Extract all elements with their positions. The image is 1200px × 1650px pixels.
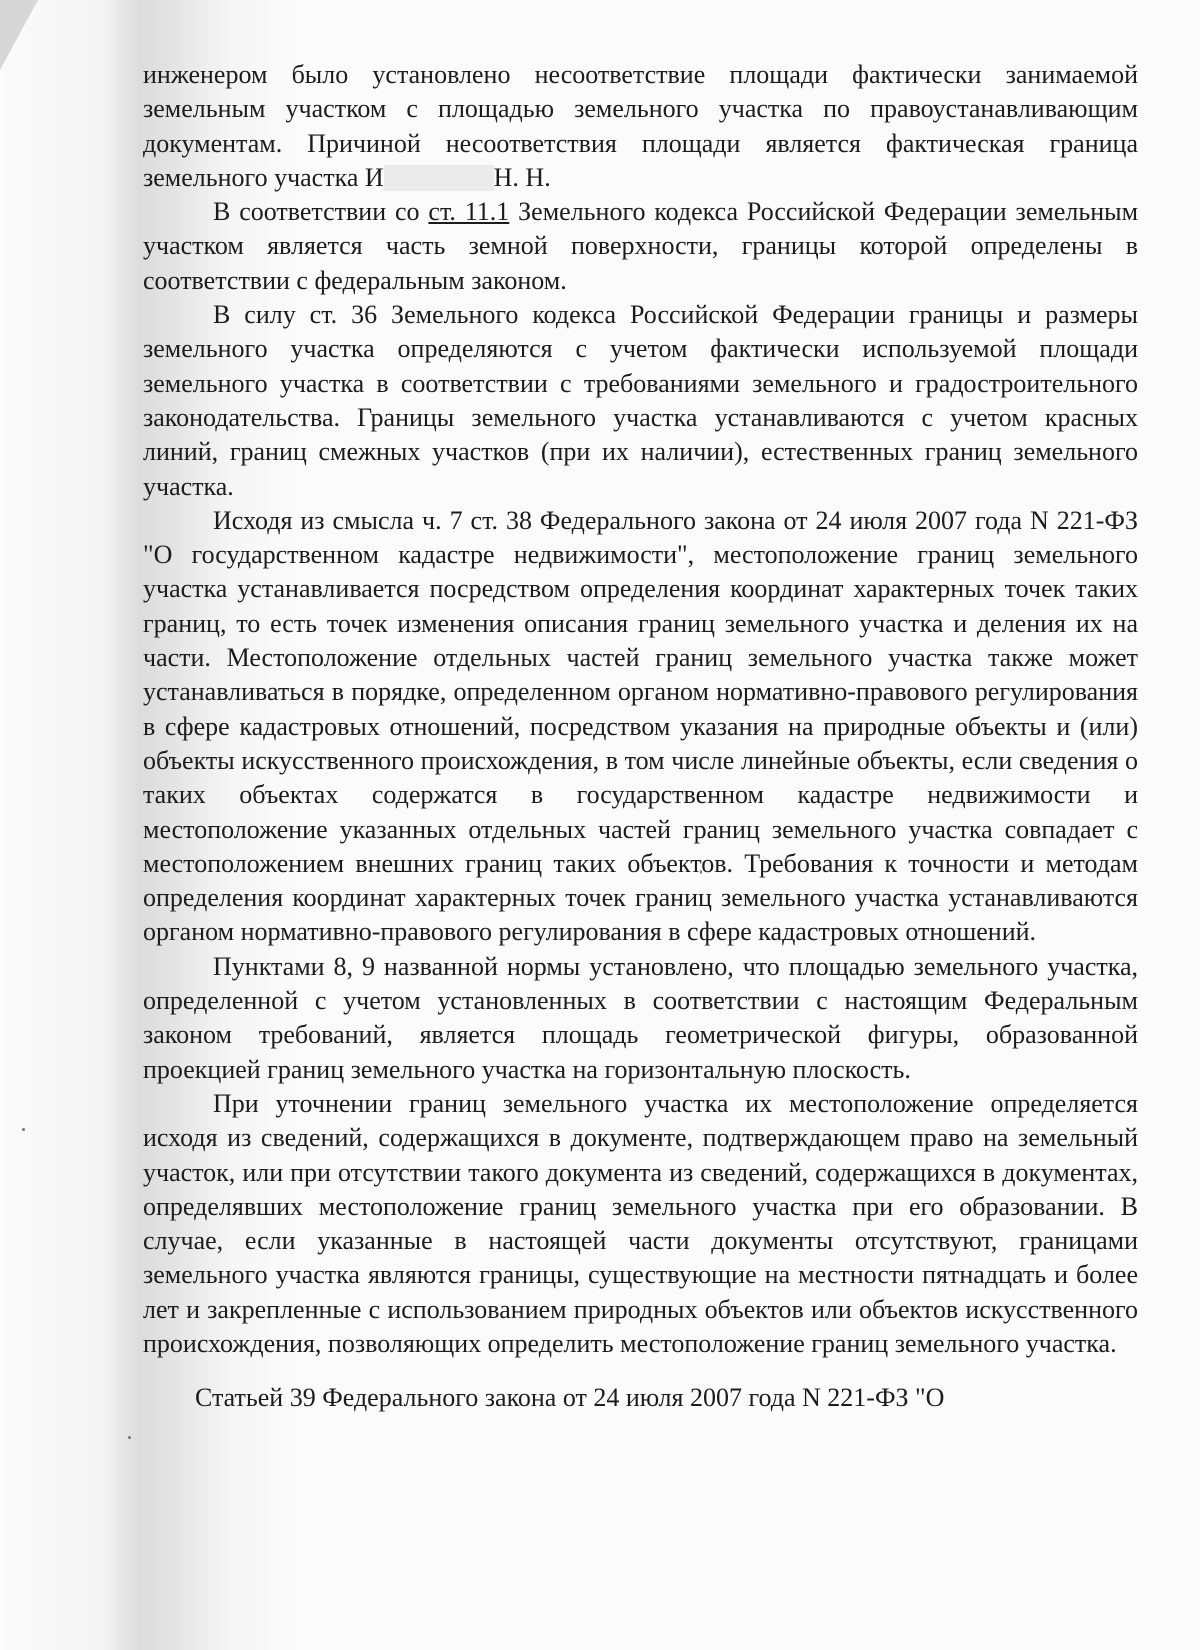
paragraph-1-initials: Н. Н. — [493, 162, 551, 192]
paragraph-3: В силу ст. 36 Земельного кодекса Российской Федерации границы и размеры земельного участка определяются с учетом фактически используемой площади земельного участка в соответствии с требованиями земельного и градостроительного законодательства. Границы земельного участка устанавливаются с учетом красных линий, границ смежных участков (при их наличии), естественных границ земельного участка. — [143, 300, 1138, 501]
article-11-1-link[interactable]: ст. 11.1 — [428, 197, 510, 227]
paragraph-5: Пунктами 8, 9 названной нормы установлено, что площадью земельного участка, определенной с учетом установленных в соответствии с настоящим Федеральным законом требований, является площадь геометрической фигуры, образованной проекцией границ земельного участка на горизонтальную плоскость. — [143, 951, 1138, 1084]
paragraph-1 — [143, 58, 1138, 195]
scan-speck — [128, 1436, 131, 1439]
scan-speck — [22, 1128, 25, 1131]
folded-corner — [0, 0, 38, 70]
paragraph-2-before-link: В соответствии со — [213, 197, 420, 227]
paragraph-7: Статьей 39 Федерального закона от 24 июля 2007 года N 221-ФЗ "О — [195, 1383, 945, 1413]
paragraph-2-after-link: Земельного кодекса Российской Федерации земельным участком является часть земной поверхности, границы которой определены в соответствии с федеральным законом. — [143, 197, 1139, 295]
paragraph-1-text: инженером было установлено несоответствие площади фактически занимаемой земельным участком с площадью земельного участка по правоустанавливающим документам. Причиной несоответствия площади является фактическая граница земельного участка И — [143, 60, 1138, 192]
paragraph-2 — [143, 195, 1138, 298]
paragraph-6: При уточнении границ земельного участка их местоположение определяется исходя из сведений, содержащихся в документе, подтверждающем право на земельный участок, или при отсутствии такого документа из сведений, содержащихся в документах, определявших местоположение границ земельного участка при его образовании. В случае, если указанные в настоящей части документы отсутствуют, границами земельного участка являются границы, существующие на местности пятнадцать и более лет и закрепленные с использованием природных объектов или объектов искусственного происхождения, позволяющих определить местоположение границ земельного участка. — [143, 1088, 1138, 1358]
document-body — [143, 58, 1138, 1416]
redacted-name — [384, 165, 494, 191]
paragraph-4: Исходя из смысла ч. 7 ст. 38 Федерального закона от 24 июля 2007 года N 221-ФЗ "О государственном кадастре недвижимости", местоположение границ земельного участка устанавливается посредством определения координат характерных точек таких границ, то есть точек изменения описания границ земельного участка и деления их на части. Местоположение отдельных частей границ земельного участка также может устанавливаться в порядке, определенном органом нормативно-правового регулирования в сфере кадастровых отношений, посредством указания на природные объекты и (или) объекты искусственного происхождения, в том числе линейные объекты, если сведения о таких объектах содержатся в государственном кадастре недвижимости и местоположение указанных отдельных частей границ земельного участка совпадает с местоположением внешних границ таких объектов. Требования к точности и методам определения координат характерных точек границ земельного участка устанавливаются органом нормативно-правового регулирования в сфере кадастровых отношений. — [143, 505, 1138, 947]
